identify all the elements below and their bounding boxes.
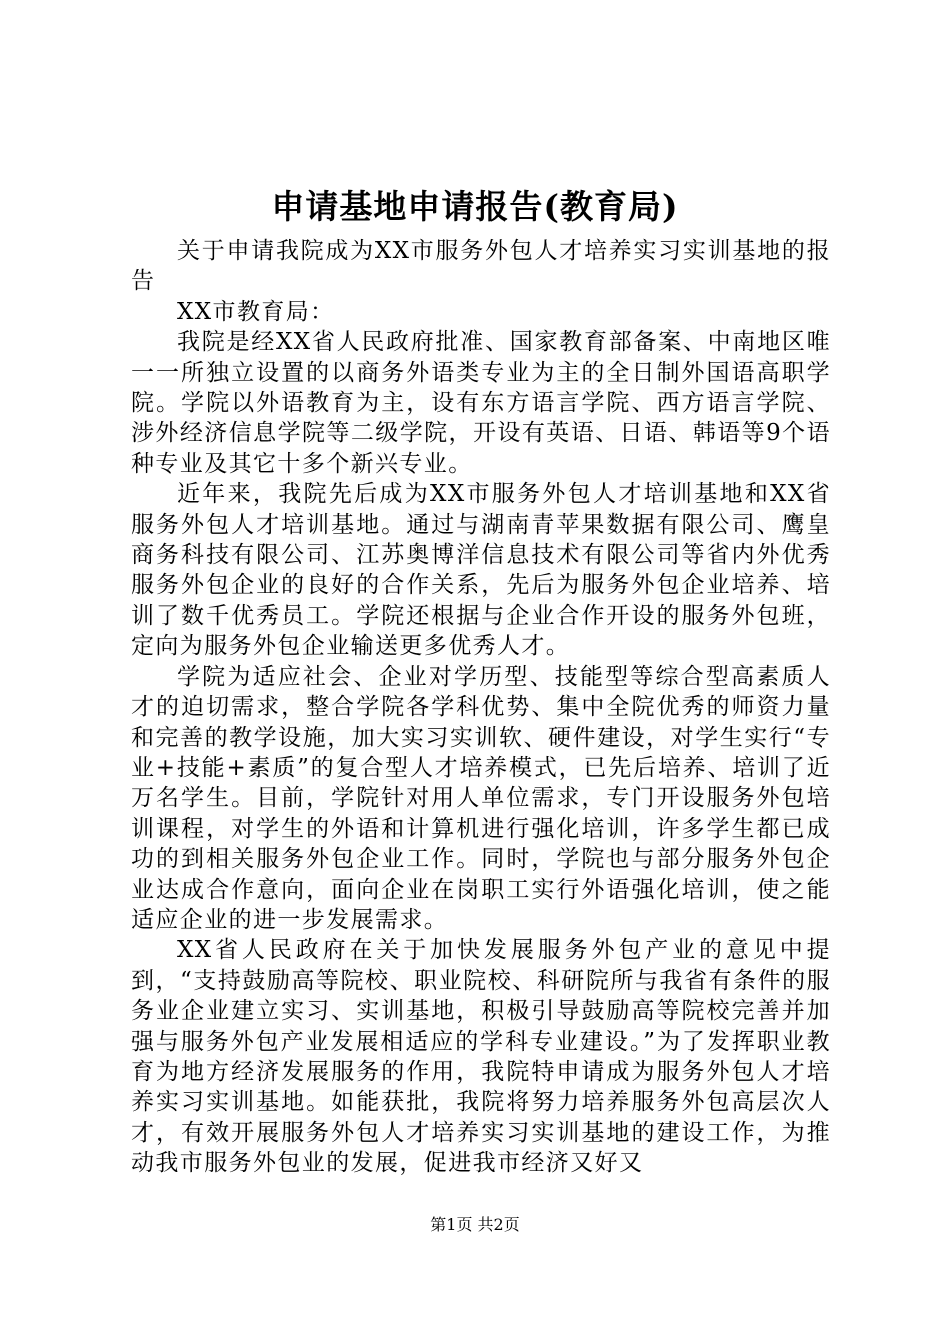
page-number-footer: 第1页 共2页 <box>430 1215 520 1234</box>
document-title: 申请基地申请报告(教育局) <box>271 187 679 226</box>
paragraph-training: 学院为适应社会、企业对学历型、技能型等综合型高素质人才的迫切需求，整合学院各学科优势、集中全院优秀的师资力量和完善的教学设施，加大实习实训软、硬件建设，对学生实行“专业+技能+素质”的复合型人才培养模式，已先后培养、培训了近万名学生。目前，学院针对用人单位需求，专门开设服务外包培训课程，对学生的外语和计算机进行强化培训，许多学生都已成功的到相关服务外包企业工作。同时，学院也与部分服务外包企业达成合作意向，面向企业在岗职工实行外语强化培训，使之能适应企业的进一步发展需求。 <box>131 663 831 933</box>
paragraph-history: 近年来，我院先后成为XX市服务外包人才培训基地和XX省服务外包人才培训基地。通过与湖南青苹果数据有限公司、鹰皇商务科技有限公司、江苏奥博洋信息技术有限公司等省内外优秀服务外包企业的良好的合作关系，先后为服务外包企业培养、培训了数千优秀员工。学院还根据与企业合作开设的服务外包班，定向为服务外包企业输送更多优秀人才。 <box>131 481 831 660</box>
paragraph-subject: 关于申请我院成为XX市服务外包人才培养实习实训基地的报告 <box>131 238 831 295</box>
document-body <box>131 236 831 1179</box>
paragraph-salutation: XX市教育局： <box>177 298 335 325</box>
paragraph-request: XX省人民政府在关于加快发展服务外包产业的意见中提到，“支持鼓励高等院校、职业院校、科研院所与我省有条件的服务业企业建立实习、实训基地，积极引导鼓励高等院校完善并加强与服务外包产业发展相适应的学科专业建设。”为了发挥职业教育为地方经济发展服务的作用，我院特申请成为服务外包人才培养实习实训基地。如能获批，我院将努力培养服务外包高层次人才，有效开展服务外包人才培养实习实训基地的建设工作，为推动我市服务外包业的发展，促进我市经济又好又 <box>131 937 831 1177</box>
paragraph-introduction: 我院是经XX省人民政府批准、国家教育部备案、中南地区唯一一所独立设置的以商务外语类专业为主的全日制外国语高职学院。学院以外语教育为主，设有东方语言学院、西方语言学院、涉外经济信息学院等二级学院，开设有英语、日语、韩语等9个语种专业及其它十多个新兴专业。 <box>131 329 831 477</box>
